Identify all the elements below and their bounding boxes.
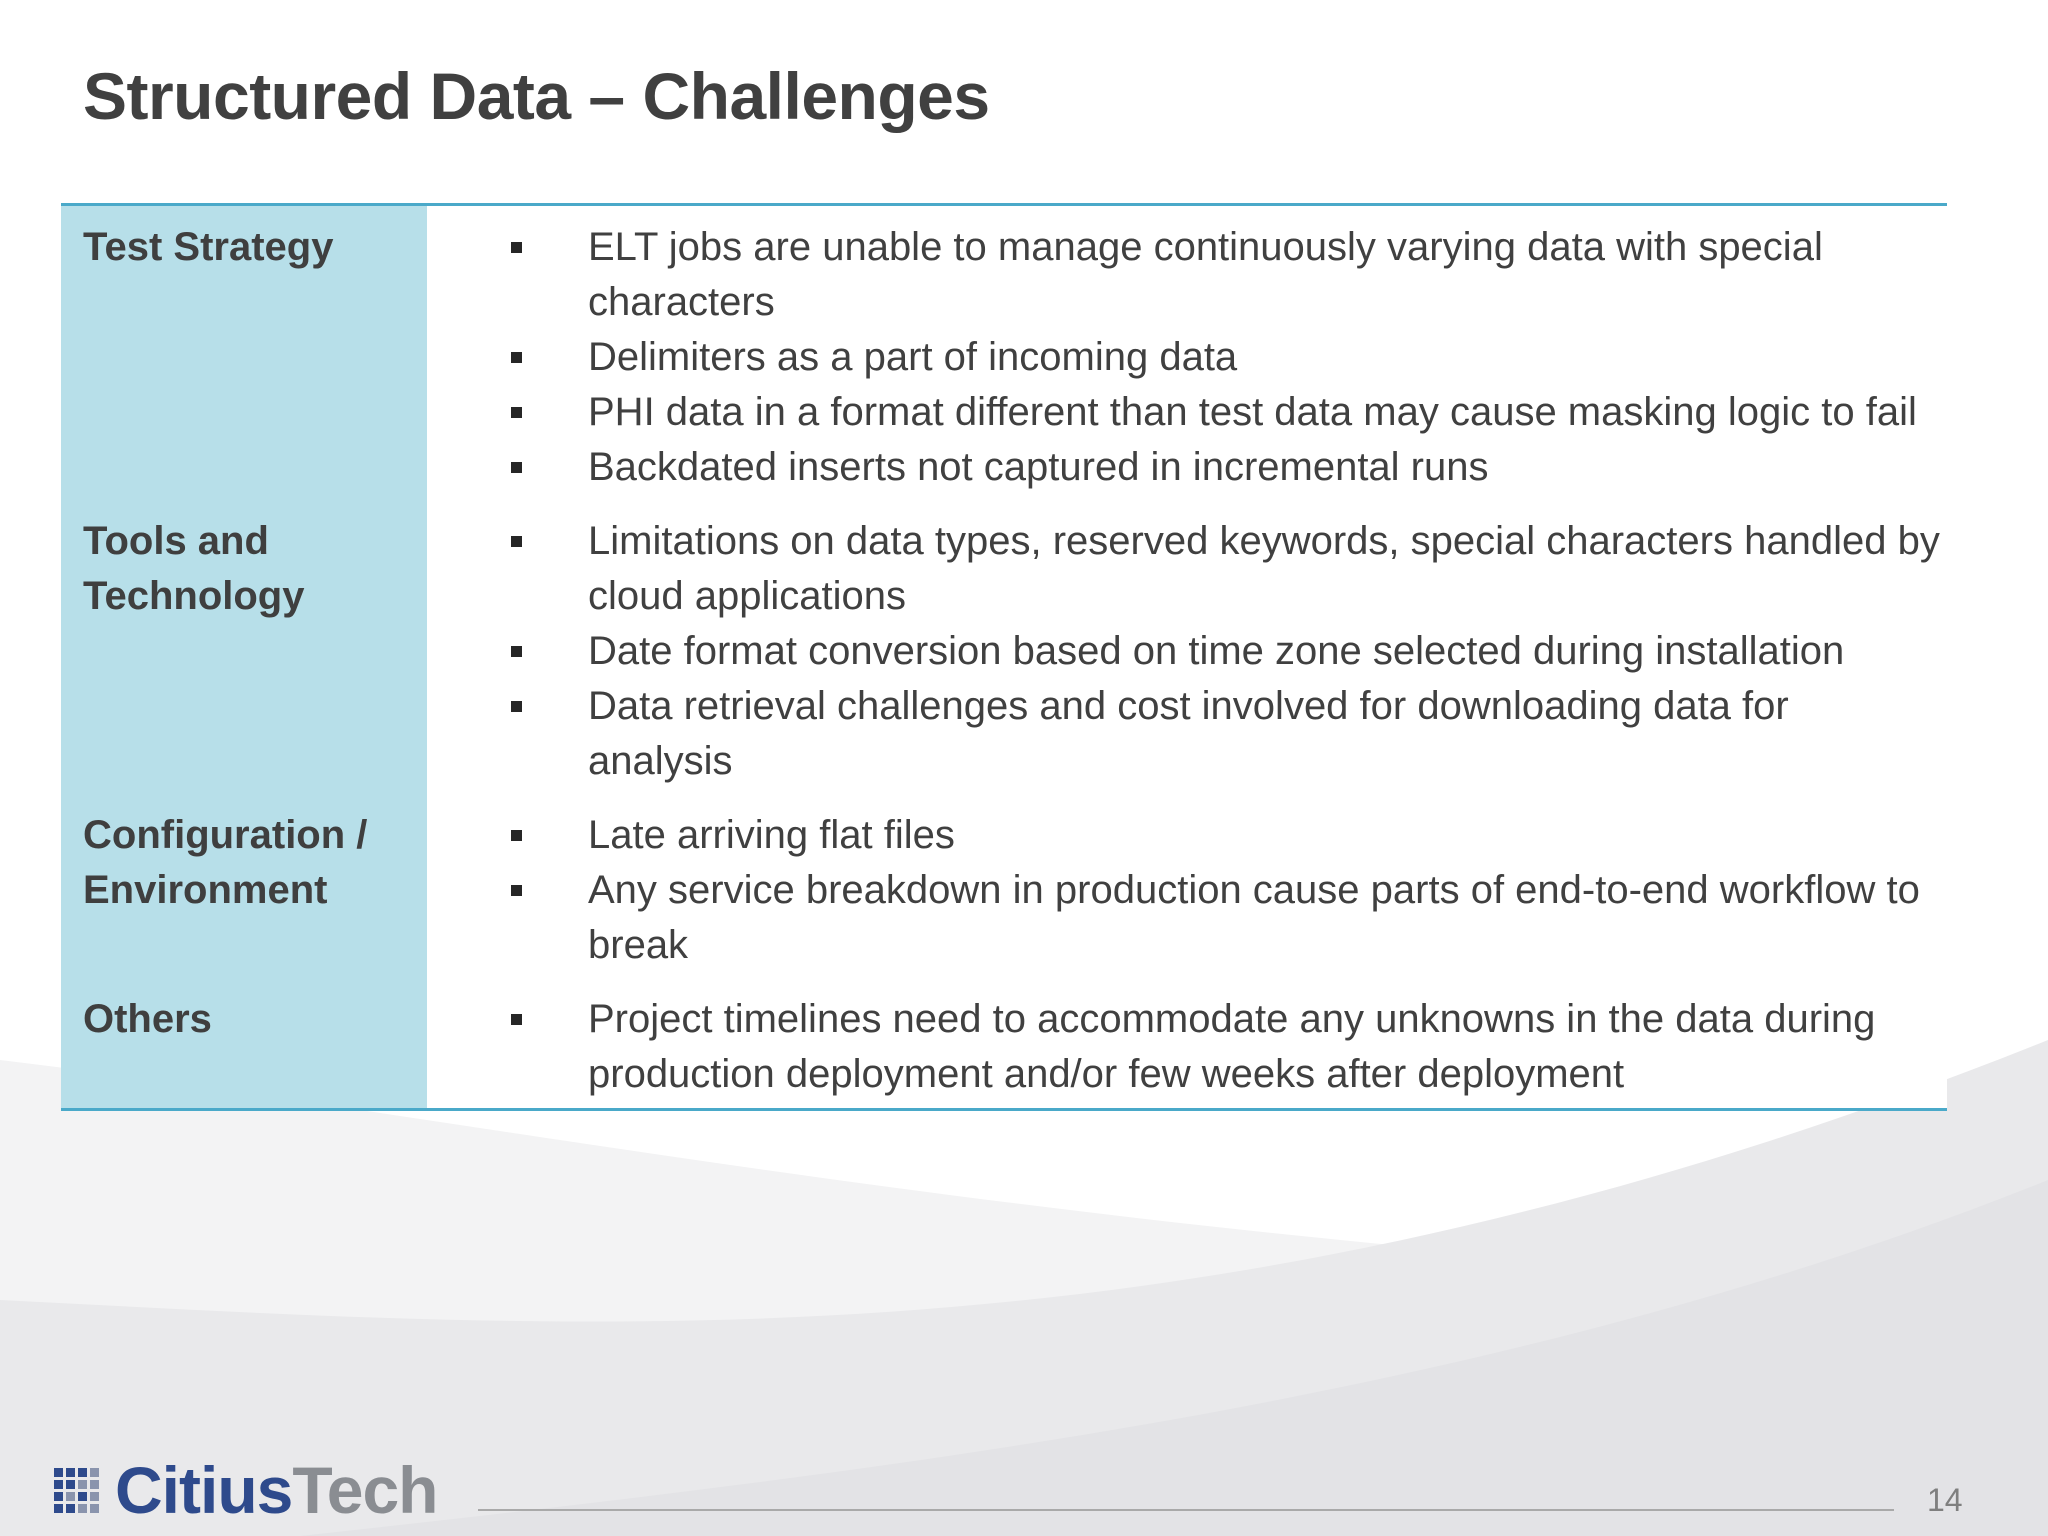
bullet-item [441, 679, 1941, 789]
citiustech-logo [54, 1455, 438, 1525]
square-bullet-icon [511, 885, 522, 896]
logo-text-citius: Citius [115, 1453, 293, 1527]
bullet-text: Backdated inserts not captured in incremental runs [588, 445, 1489, 489]
bullet-text: Limitations on data types, reserved keywords, special characters handled by cloud applications [588, 519, 1940, 618]
bullet-list [441, 220, 1941, 495]
square-bullet-icon [511, 1014, 522, 1025]
bullet-item [441, 992, 1941, 1102]
bullet-text: ELT jobs are unable to manage continuously varying data with special characters [588, 225, 1823, 324]
logo-text-tech: Tech [292, 1453, 438, 1527]
square-bullet-icon [511, 407, 522, 418]
logo-wordmark [115, 1455, 438, 1525]
square-bullet-icon [511, 536, 522, 547]
challenges-table [61, 203, 1947, 1111]
square-bullet-icon [511, 462, 522, 473]
square-bullet-icon [511, 701, 522, 712]
bullet-list [441, 808, 1941, 973]
bullet-item [441, 220, 1941, 330]
square-bullet-icon [511, 646, 522, 657]
bullet-list [441, 514, 1941, 789]
square-bullet-icon [511, 352, 522, 363]
bullet-text: Project timelines need to accommodate any unknowns in the data during production deployment and/or few weeks after deployment [588, 997, 1876, 1096]
grid-squares-logo-icon [54, 1468, 99, 1513]
bullet-item [441, 808, 1941, 863]
bullet-text: Data retrieval challenges and cost involved for downloading data for analysis [588, 684, 1789, 783]
square-bullet-icon [511, 242, 522, 253]
row-label: Configuration / Environment [83, 813, 368, 912]
row-label: Test Strategy [83, 225, 334, 269]
bullet-item [441, 514, 1941, 624]
bullet-item [441, 440, 1941, 495]
bullet-list [441, 992, 1941, 1102]
bullet-item [441, 863, 1941, 973]
bullet-text: Late arriving flat files [588, 813, 955, 857]
square-bullet-icon [511, 830, 522, 841]
bullet-text: Date format conversion based on time zone selected during installation [588, 629, 1845, 673]
bullet-text: Any service breakdown in production cause parts of end-to-end workflow to break [588, 868, 1920, 967]
footer-divider [478, 1509, 1894, 1511]
label-column [61, 206, 427, 1108]
bullet-text: Delimiters as a part of incoming data [588, 335, 1238, 379]
bullet-text: PHI data in a format different than test data may cause masking logic to fail [588, 390, 1917, 434]
page-number: 14 [1927, 1482, 1963, 1518]
bullet-item [441, 330, 1941, 385]
row-label: Others [83, 997, 212, 1041]
bullet-item [441, 624, 1941, 679]
row-label: Tools and Technology [83, 519, 305, 618]
slide-title: Structured Data – Challenges [83, 59, 990, 133]
bullet-item [441, 385, 1941, 440]
